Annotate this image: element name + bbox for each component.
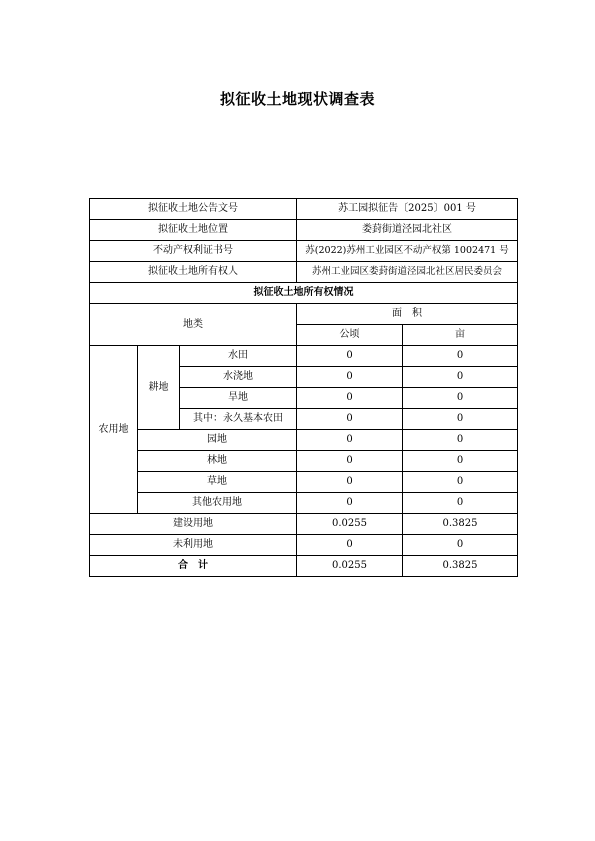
location-value: 娄葑街道泾园北社区 [297, 220, 518, 241]
header-row-1 [90, 304, 518, 325]
construction-land-row [90, 514, 518, 535]
mu-value: 0 [403, 493, 518, 514]
land-name: 旱地 [180, 388, 297, 409]
mu-value: 0 [403, 367, 518, 388]
mu-value: 0.3825 [403, 514, 518, 535]
land-name: 未利用地 [90, 535, 297, 556]
land-name: 水田 [180, 346, 297, 367]
hectare-value: 0 [297, 430, 403, 451]
total-row [90, 556, 518, 577]
table-row [90, 472, 518, 493]
mu-value: 0 [403, 472, 518, 493]
hectare-header: 公顷 [297, 325, 403, 346]
area-header: 面 积 [297, 304, 518, 325]
mu-header: 亩 [403, 325, 518, 346]
table-row [90, 493, 518, 514]
mu-value: 0 [403, 451, 518, 472]
land-type-header: 地类 [90, 304, 297, 346]
land-name: 其他农用地 [138, 493, 297, 514]
info-row-owner [90, 262, 518, 283]
info-row-notice-number [90, 199, 518, 220]
hectare-value: 0 [297, 346, 403, 367]
land-name: 林地 [138, 451, 297, 472]
section-row [90, 283, 518, 304]
hectare-value: 0 [297, 451, 403, 472]
page-title: 拟征收土地现状调查表 [219, 90, 375, 108]
cultivated-land-label: 耕地 [138, 346, 180, 430]
total-hectare-value: 0.0255 [297, 556, 403, 577]
survey-table [89, 198, 518, 577]
total-mu-value: 0.3825 [403, 556, 518, 577]
hectare-value: 0 [297, 367, 403, 388]
table-row [90, 451, 518, 472]
notice-number-value: 苏工园拟征告〔2025〕001 号 [297, 199, 518, 220]
land-name: 其中：永久基本农田 [180, 409, 297, 430]
certificate-label: 不动产权利证书号 [90, 241, 297, 262]
hectare-value: 0 [297, 409, 403, 430]
mu-value: 0 [403, 388, 518, 409]
agricultural-land-label: 农用地 [90, 346, 138, 514]
mu-value: 0 [403, 409, 518, 430]
info-row-certificate [90, 241, 518, 262]
hectare-value: 0 [297, 472, 403, 493]
land-name: 水浇地 [180, 367, 297, 388]
hectare-value: 0 [297, 388, 403, 409]
section-title: 拟征收土地所有权情况 [90, 283, 518, 304]
notice-number-label: 拟征收土地公告文号 [90, 199, 297, 220]
owner-value: 苏州工业园区娄葑街道泾园北社区居民委员会 [297, 262, 518, 283]
hectare-value: 0.0255 [297, 514, 403, 535]
unused-land-row [90, 535, 518, 556]
table-row [90, 346, 518, 367]
location-label: 拟征收土地位置 [90, 220, 297, 241]
table-row [90, 430, 518, 451]
owner-label: 拟征收土地所有权人 [90, 262, 297, 283]
info-row-location [90, 220, 518, 241]
hectare-value: 0 [297, 493, 403, 514]
certificate-value: 苏(2022)苏州工业园区不动产权第 1002471 号 [297, 241, 518, 262]
land-name: 草地 [138, 472, 297, 493]
land-name: 建设用地 [90, 514, 297, 535]
mu-value: 0 [403, 535, 518, 556]
land-name: 园地 [138, 430, 297, 451]
hectare-value: 0 [297, 535, 403, 556]
total-label: 合 计 [90, 556, 297, 577]
mu-value: 0 [403, 346, 518, 367]
mu-value: 0 [403, 430, 518, 451]
